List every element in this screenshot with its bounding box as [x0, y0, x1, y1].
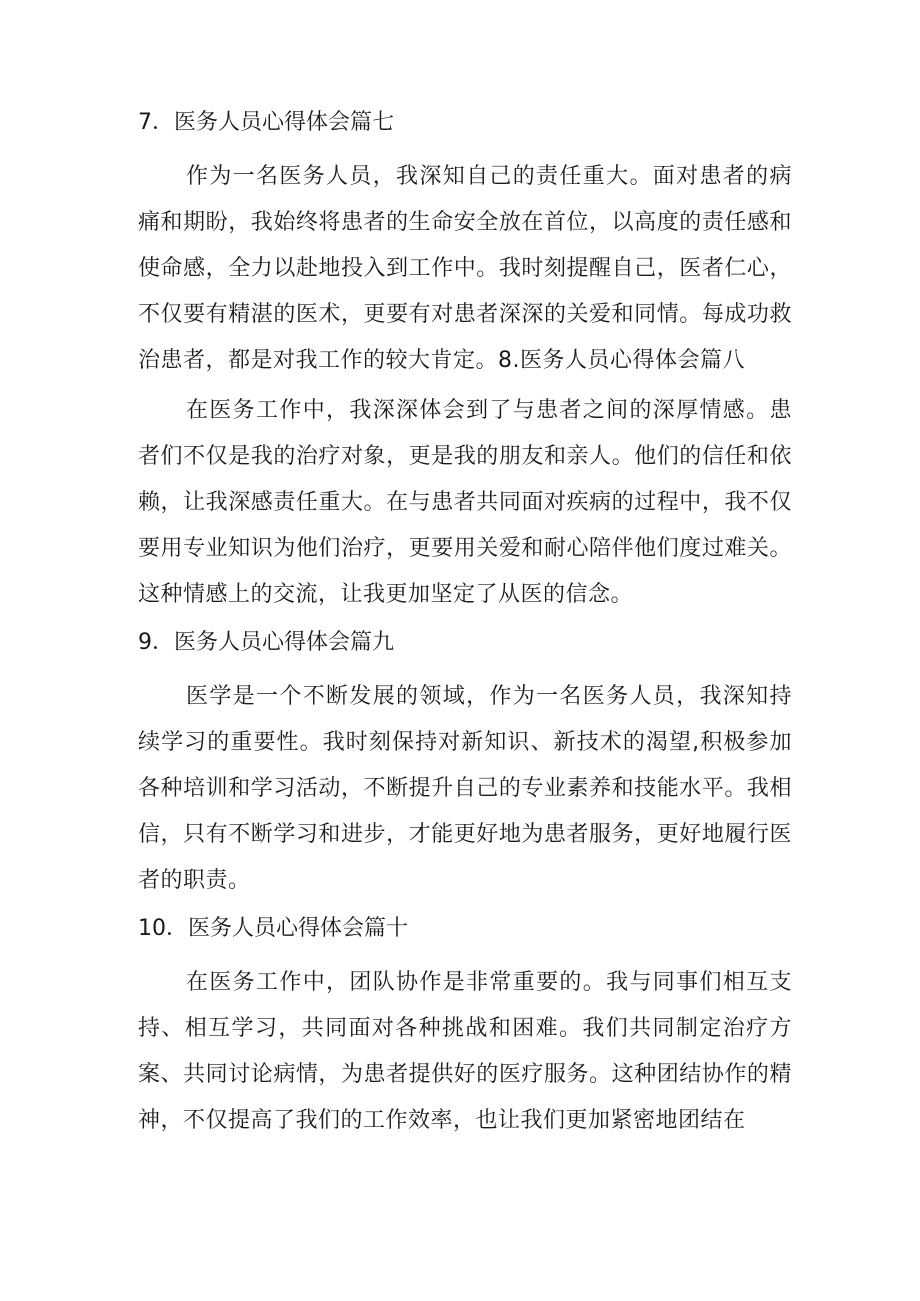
section-body-7: 作为一名医务人员，我深知自己的责任重大。面对患者的病痛和期盼，我始终将患者的生命安全放在首位，以高度的责任感和使命感，全力以赴地投入到工作中。我时刻提醒自己，医者仁心，不仅要有精湛的医术，更要有对患者深深的关爱和同情。每成功救治患者，都是对我工作的较大肯定。8.医务人员心得体会篇八	[138, 164, 792, 373]
section-body-8: 在医务工作中，我深深体会到了与患者之间的深厚情感。患者们不仅是我的治疗对象，更是我的朋友和亲人。他们的信任和依赖，让我深感责任重大。在与患者共同面对疾病的过程中，我不仅要用专业知识为他们治疗，更要用关爱和耐心陪伴他们度过难关。这种情感上的交流，让我更加坚定了从医的信念。	[138, 398, 792, 607]
section-heading-7: 7．医务人员心得体会篇七	[138, 110, 394, 135]
section-body-10: 在医务工作中，团队协作是非常重要的。我与同事们相互支持、相互学习，共同面对各种挑战和困难。我们共同制定治疗方案、共同讨论病情，为患者提供好的医疗服务。这种团结协作的精神，不仅提高了我们的工作效率，也让我们更加紧密地团结在	[138, 970, 792, 1133]
section-heading-9: 9．医务人员心得体会篇九	[138, 630, 394, 655]
section-heading-10: 10．医务人员心得体会篇十	[138, 916, 408, 941]
section-body-9: 医学是一个不断发展的领域，作为一名医务人员，我深知持续学习的重要性。我时刻保持对新知识、新技术的渴望,积极参加各种培训和学习活动，不断提升自己的专业素养和技能水平。我相信，只有不断学习和进步，才能更好地为患者服务，更好地履行医者的职责。	[138, 684, 792, 893]
